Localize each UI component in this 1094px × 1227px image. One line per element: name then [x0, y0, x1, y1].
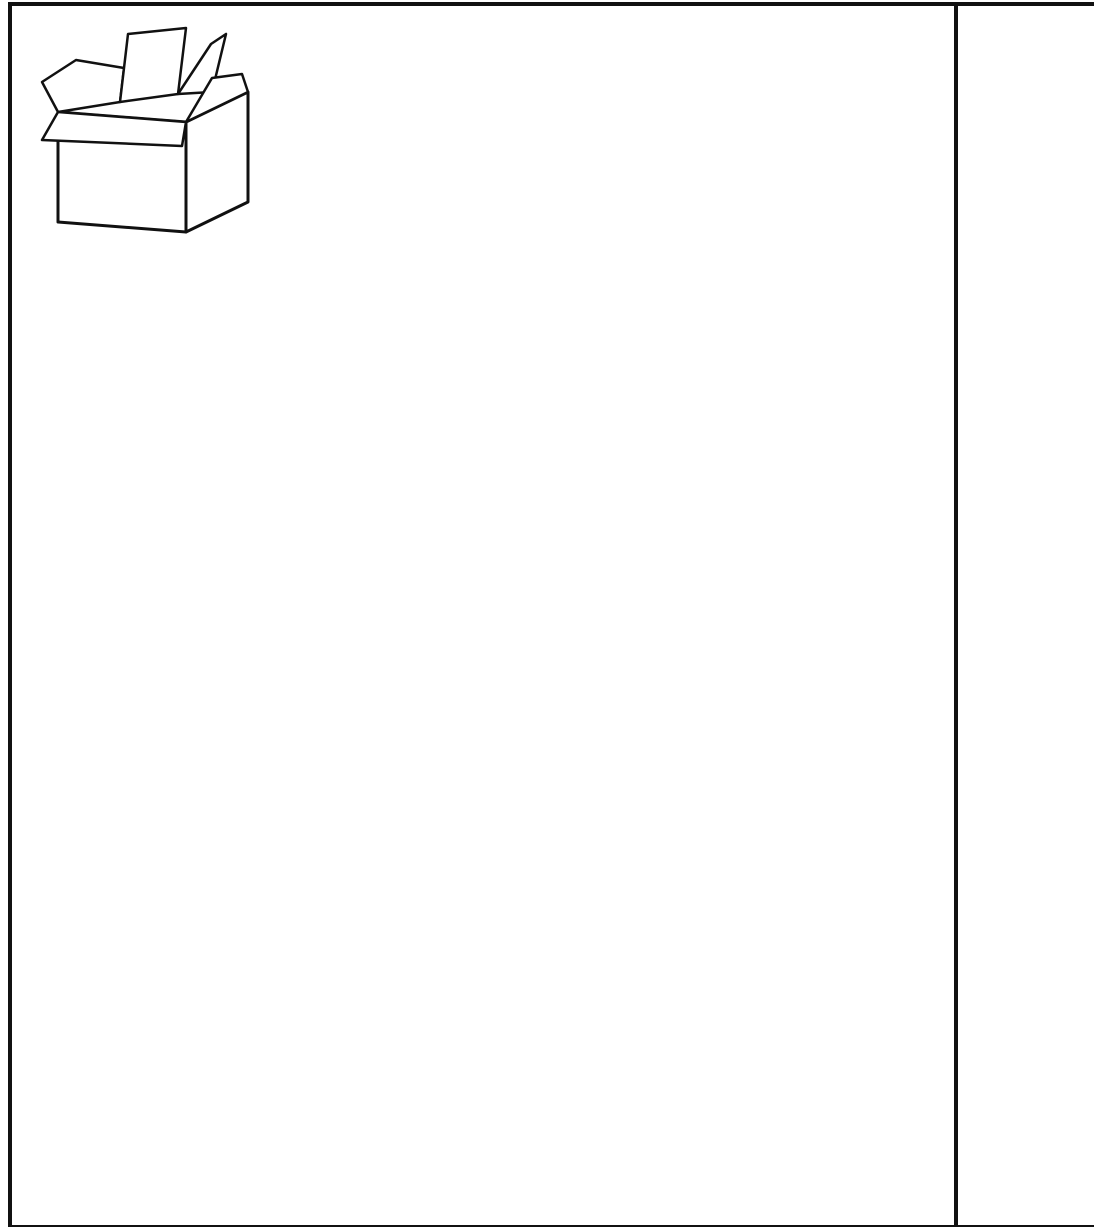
objects-cardboard-box [42, 28, 248, 232]
cardboard-box-illustration [42, 28, 248, 232]
worksheet-row-1 [42, 28, 248, 232]
